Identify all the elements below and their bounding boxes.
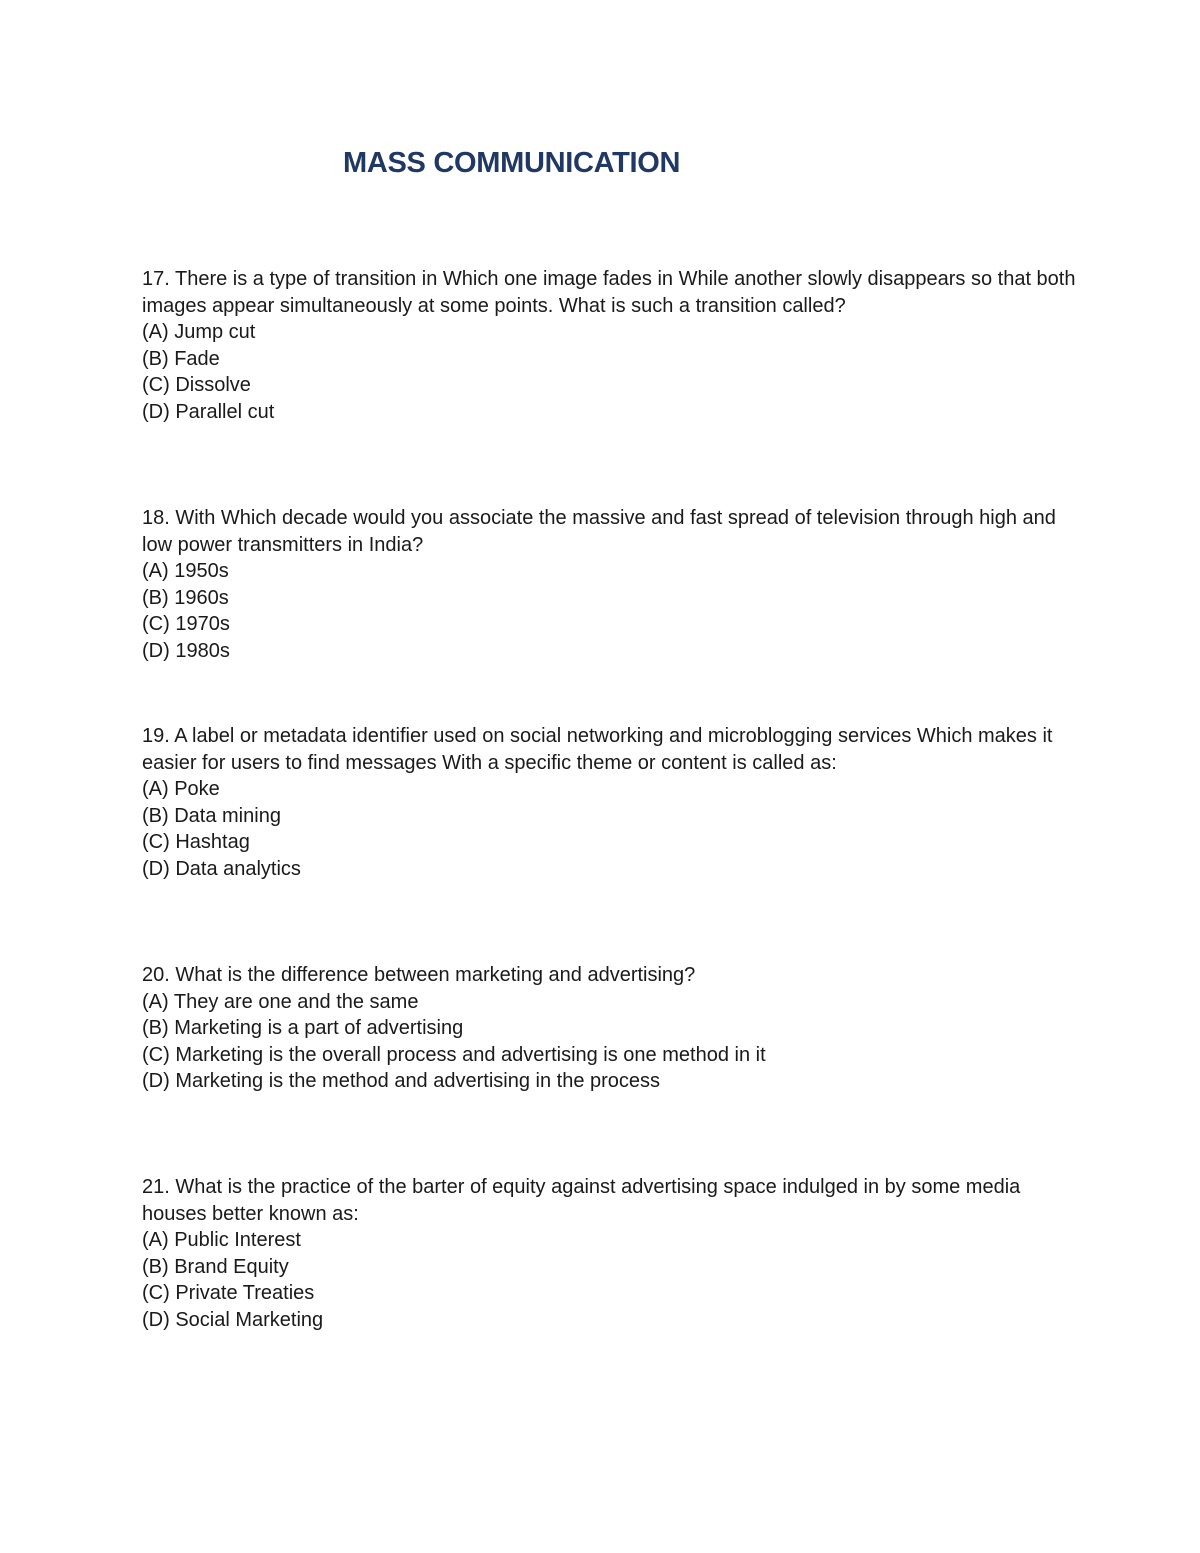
question-19 — [142, 723, 1082, 883]
option-list — [142, 319, 1082, 425]
question-20 — [142, 962, 1082, 1095]
option-d: (D) Data analytics — [142, 857, 301, 880]
option-b: (B) Brand Equity — [142, 1255, 289, 1278]
option-d: (D) Social Marketing — [142, 1308, 324, 1331]
option-d: (D) 1980s — [142, 639, 230, 662]
option-d: (D) Marketing is the method and advertising in the process — [142, 1070, 661, 1093]
option-a: (A) They are one and the same — [142, 990, 419, 1013]
option-a: (A) Poke — [142, 778, 220, 801]
option-b: (B) 1960s — [142, 586, 229, 609]
option-c: (C) Marketing is the overall process and advertising is one method in it — [142, 1043, 766, 1066]
page-title: MASS COMMUNICATION — [343, 147, 681, 179]
question-stem: 18. With Which decade would you associate the massive and fast spread of television through high and low power transmitters in India? — [142, 507, 1056, 556]
question-stem: 21. What is the practice of the barter of equity against advertising space indulged in by some media houses better known as: — [142, 1176, 1021, 1225]
question-stem: 19. A label or metadata identifier used on social networking and microblogging services Which makes it easier for users to find messages With a specific theme or content is called as: — [142, 725, 1053, 774]
option-b: (B) Data mining — [142, 804, 281, 827]
option-b: (B) Fade — [142, 347, 220, 370]
option-c: (C) Private Treaties — [142, 1282, 315, 1305]
option-c: (C) Dissolve — [142, 374, 251, 397]
option-list — [142, 989, 1082, 1095]
option-c: (C) Hashtag — [142, 831, 250, 854]
question-stem: 17. There is a type of transition in Which one image fades in While another slowly disappears so that both images appear simultaneously at some points. What is such a transition called? — [142, 268, 1076, 317]
question-stem: 20. What is the difference between marketing and advertising? — [142, 964, 696, 986]
question-18 — [142, 505, 1082, 665]
question-21 — [142, 1174, 1082, 1334]
option-d: (D) Parallel cut — [142, 400, 275, 423]
option-c: (C) 1970s — [142, 613, 230, 636]
option-b: (B) Marketing is a part of advertising — [142, 1017, 464, 1040]
option-list — [142, 558, 1082, 664]
option-a: (A) 1950s — [142, 560, 229, 583]
option-list — [142, 776, 1082, 882]
question-17 — [142, 266, 1082, 426]
option-a: (A) Public Interest — [142, 1229, 301, 1252]
option-a: (A) Jump cut — [142, 321, 256, 344]
option-list — [142, 1227, 1082, 1333]
